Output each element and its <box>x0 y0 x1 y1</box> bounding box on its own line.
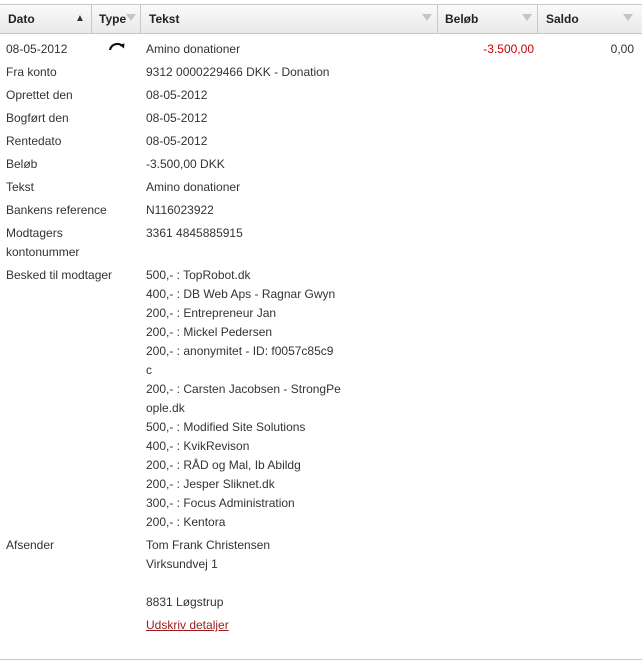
detail-value-belob: -3.500,00 DKK <box>146 157 225 171</box>
column-header-saldo[interactable] <box>538 5 642 33</box>
column-label-type: Type <box>99 12 127 26</box>
transaction-date: 08-05-2012 <box>6 42 68 56</box>
address-line: 8831 Løgstrup <box>146 595 224 609</box>
transaction-amount: -3.500,00 <box>483 42 534 56</box>
column-header-type[interactable] <box>92 5 141 33</box>
detail-value-afsender <box>146 536 351 612</box>
detail-value-rentedato: 08-05-2012 <box>146 134 208 148</box>
print-details-link[interactable]: Udskriv detaljer <box>146 618 229 632</box>
curved-arrow-right-icon <box>108 41 126 52</box>
transactions-grid <box>0 4 642 660</box>
message-line: 300,- : Focus Administration <box>146 496 295 510</box>
detail-value-bankens-reference: N116023922 <box>146 203 214 217</box>
column-label-tekst: Tekst <box>149 12 180 26</box>
detail-value-modtagers-kontonummer: 3361 4845885915 <box>146 226 243 240</box>
address-line: Tom Frank Christensen <box>146 538 271 552</box>
label-line: Modtagers <box>6 226 63 240</box>
grid-header <box>0 5 642 34</box>
detail-label-bankens-reference: Bankens reference <box>6 203 107 217</box>
sort-down-icon[interactable] <box>623 14 633 21</box>
message-line: 200,- : Jesper Sliknet.dk <box>146 477 275 491</box>
column-label-saldo: Saldo <box>546 12 579 26</box>
message-line: 200,- : RÅD og Mal, Ib Abildg <box>146 458 301 472</box>
address-line: Virksundvej 1 <box>146 557 218 571</box>
message-line: 500,- : TopRobot.dk <box>146 268 251 282</box>
message-line: 400,- : DB Web Aps - Ragnar Gwyn <box>146 287 336 301</box>
detail-value-tekst: Amino donationer <box>146 180 241 194</box>
detail-value-bogfort: 08-05-2012 <box>146 111 208 125</box>
message-line: c <box>146 363 152 377</box>
detail-value-fra-konto: 9312 0000229466 DKK - Donation <box>146 65 330 79</box>
detail-label-belob: Beløb <box>6 157 38 171</box>
detail-label-fra-konto: Fra konto <box>6 65 57 79</box>
detail-label-afsender: Afsender <box>6 538 55 552</box>
detail-label-bogfort: Bogført den <box>6 111 69 125</box>
column-label-belob: Beløb <box>445 12 479 26</box>
column-header-tekst[interactable] <box>141 5 438 33</box>
message-line: 200,- : anonymitet - ID: f0057c85c9 <box>146 344 334 358</box>
detail-value-oprettet: 08-05-2012 <box>146 88 208 102</box>
table-row[interactable] <box>0 34 642 58</box>
sort-ascending-icon[interactable]: ▲ <box>75 13 85 24</box>
message-line: 200,- : Mickel Pedersen <box>146 325 273 339</box>
transaction-text: Amino donationer <box>146 42 241 56</box>
sort-down-icon[interactable] <box>422 14 432 21</box>
sort-down-icon[interactable] <box>126 14 136 21</box>
message-line: 200,- : Carsten Jacobsen - StrongPe <box>146 382 341 396</box>
sort-down-icon[interactable] <box>522 14 532 21</box>
message-line: ople.dk <box>146 401 185 415</box>
message-line: 200,- : Entrepreneur Jan <box>146 306 277 320</box>
detail-label-rentedato: Rentedato <box>6 134 62 148</box>
message-line: 500,- : Modified Site Solutions <box>146 420 306 434</box>
column-header-belob[interactable] <box>438 5 538 33</box>
message-line: 200,- : Kentora <box>146 515 226 529</box>
detail-label-oprettet: Oprettet den <box>6 88 73 102</box>
column-header-dato[interactable] <box>0 5 92 33</box>
detail-label-modtagers-kontonummer <box>6 224 141 262</box>
detail-label-besked: Besked til modtager <box>6 268 113 282</box>
transaction-balance: 0,00 <box>610 42 634 56</box>
message-line: 400,- : KvikRevison <box>146 439 250 453</box>
detail-label-tekst: Tekst <box>6 180 35 194</box>
column-label-dato: Dato <box>8 12 35 26</box>
label-line: kontonummer <box>6 245 80 259</box>
detail-value-besked <box>146 266 351 532</box>
address-line <box>146 574 351 593</box>
